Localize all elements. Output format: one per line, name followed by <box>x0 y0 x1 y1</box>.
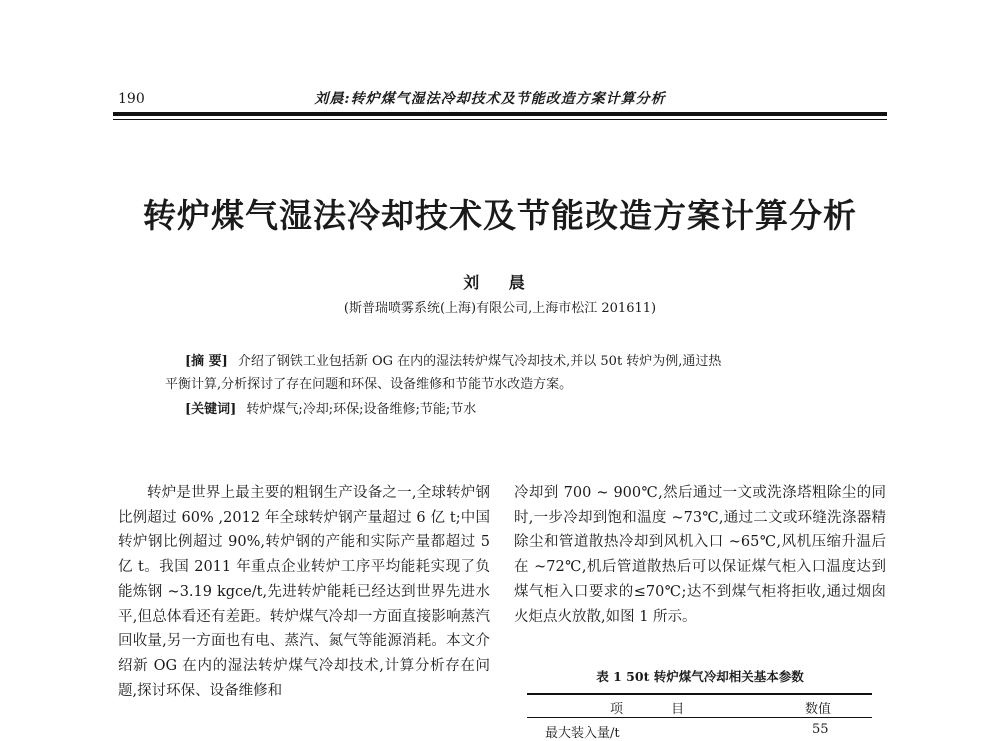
abstract-label: [摘 要] <box>185 354 228 369</box>
header-rule <box>113 112 887 116</box>
author-name: 刘 晨 <box>463 273 537 292</box>
table-rule-mid <box>527 717 872 718</box>
body-left-column <box>118 481 490 703</box>
table-header-value: 数值 <box>805 702 832 717</box>
author-affiliation: (斯普瑞喷雾系统(上海)有限公司,上海市松江 201611) <box>343 301 657 316</box>
table-rule-top <box>527 693 872 695</box>
table-header-item: 项 目 <box>610 702 707 717</box>
table-caption: 表 1 50t 转炉煤气冷却相关基本参数 <box>596 669 804 684</box>
running-title: 刘晨:转炉煤气湿法冷却技术及节能改造方案计算分析 <box>314 91 666 107</box>
body-paragraph: 转炉是世界上最主要的粗钢生产设备之一,全球转炉钢比例超过 60% ,2012 年全球转炉钢产量超过 6 亿 t;中国转炉钢比例超过 90%,转炉钢的产能和实际产量都超过 5 亿 t。我国 2011 年重点企业转炉工序平均能耗实现了负能炼钢 ~3.19 kgce/t,先进转炉能耗已经达到世界先进水平,但总体看还有差距。转炉煤气冷却一方面直接影响蒸汽回收量,另一方面也有电、蒸汽、氮气等能源消耗。本文介绍新 OG 在内的湿法转炉煤气冷却技术,计算分析存在问题,探讨环保、设备维修和 <box>118 485 490 699</box>
abstract-text-line2: 平衡计算,分析探讨了存在问题和环保、设备维修和节能节水改造方案。 <box>165 377 573 392</box>
abstract <box>165 350 865 396</box>
header-rule-thin <box>113 119 887 120</box>
page-number: 190 <box>118 91 145 107</box>
abstract-text-line1: 介绍了钢铁工业包括新 OG 在内的湿法转炉煤气冷却技术,并以 50t 转炉为例,通过热 <box>237 354 722 369</box>
body-right-column <box>514 481 886 629</box>
body-paragraph: 冷却到 700 ~ 900℃,然后通过一文或洗涤塔粗除尘的同时,一步冷却到饱和温度 ~73℃,通过二文或环缝洗涤器精除尘和管道散热冷却到风机入口 ~65℃,风机压缩升温后在 ~72℃,机后管道散热后可以保证煤气柜入口温度达到煤气柜入口要求的≤70℃;达不到煤气柜将拒收,通过烟囱火炬点火放散,如图 1 所示。 <box>514 485 886 625</box>
keywords-text: 转炉煤气;冷却;环保;设备维修;节能;节水 <box>246 402 477 417</box>
article-title: 转炉煤气湿法冷却技术及节能改造方案计算分析 <box>143 196 857 235</box>
table-cell-item: 最大装入量/t <box>545 726 620 741</box>
keywords <box>185 398 476 417</box>
table-cell-value: 55 <box>812 722 829 737</box>
keywords-label: [关键词] <box>185 402 237 417</box>
